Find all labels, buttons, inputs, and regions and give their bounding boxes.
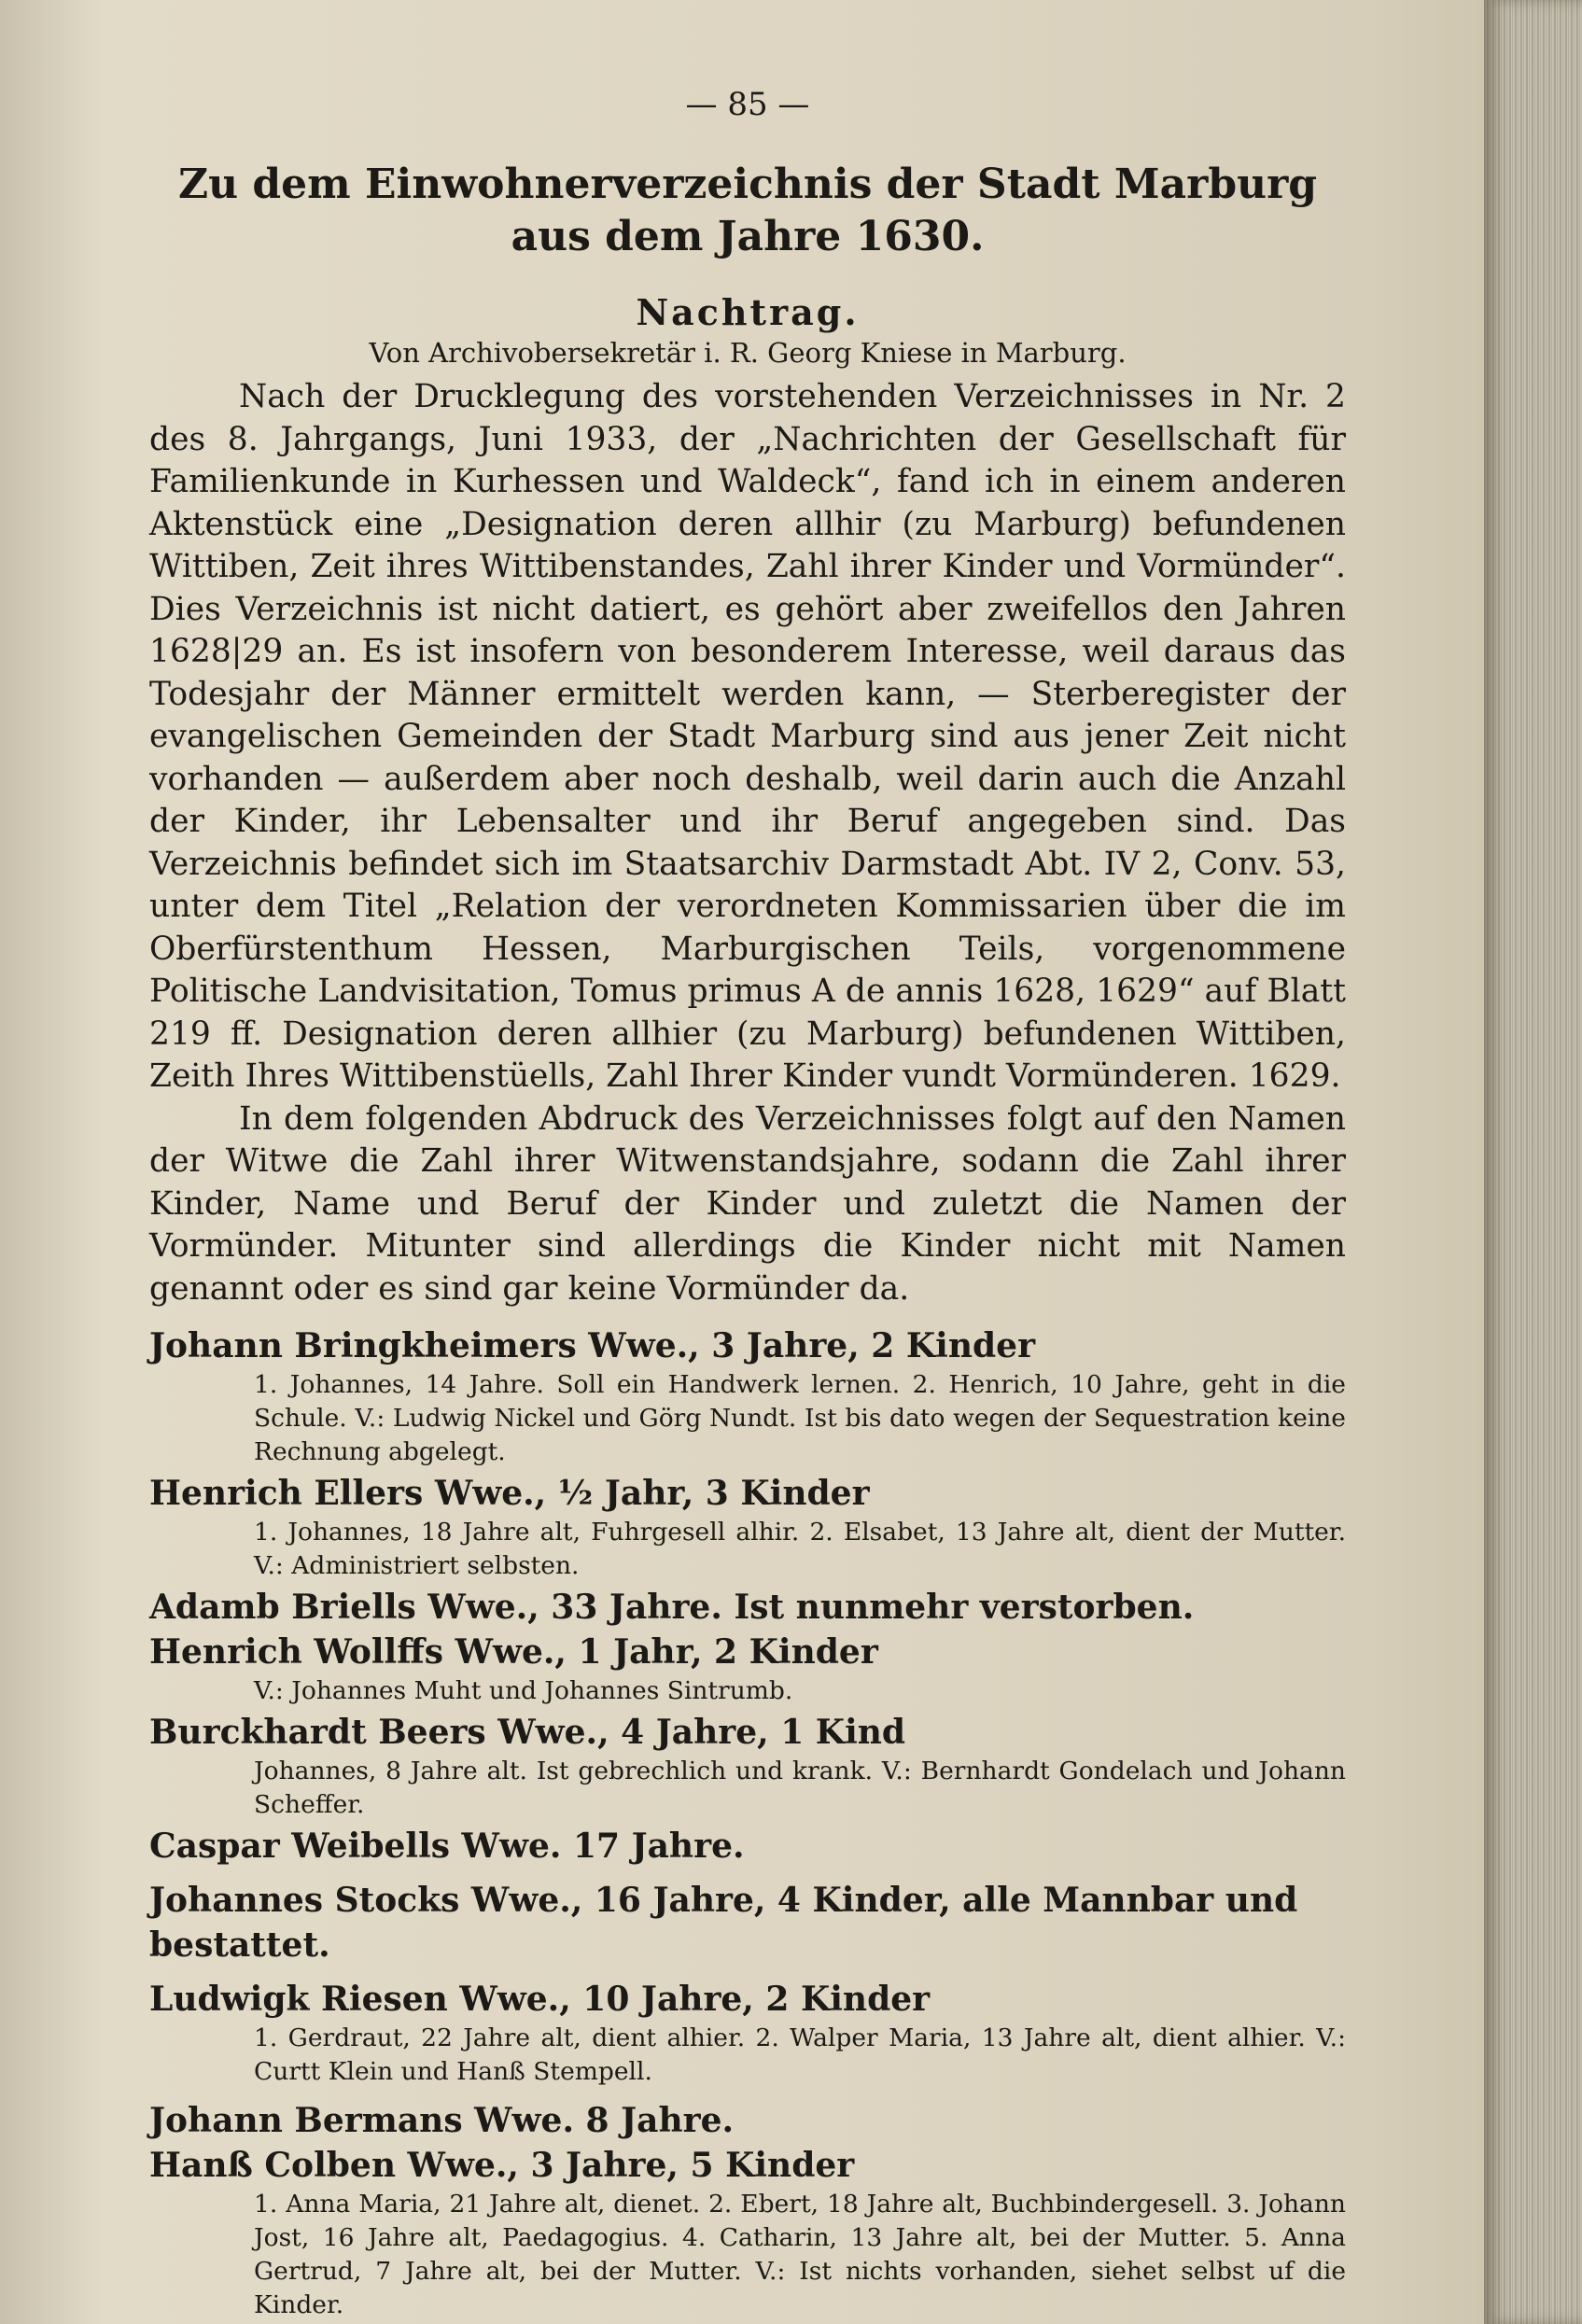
method-paragraph: In dem folgenden Abdruck des Verzeichnisses folgt auf den Namen der Witwe die Zahl ihrer Witwenstandsjahre, sodann die Zahl ihrer Kinder, Name und Beruf der Kinder und zuletzt die Namen der Vormünder. Mitunter sind allerdings die Kinder nicht mit Namen genannt oder es sind gar keine Vormünder da. — [149, 1099, 1346, 1308]
page-number: — 85 — — [685, 86, 810, 123]
article-subtitle: Nachtrag. — [636, 291, 860, 333]
entry-detail: V.: Johannes Muht und Johannes Sintrumb. — [254, 1676, 793, 1705]
page-text-block — [149, 86, 1346, 2324]
entry-heading: Ludwigk Riesen Wwe., 10 Jahre, 2 Kinder — [149, 1980, 931, 2019]
entry-heading: Henrich Wollffs Wwe., 1 Jahr, 2 Kinder — [149, 1632, 878, 1672]
list-item — [149, 1878, 1346, 1967]
intro-paragraph: Nach der Drucklegung des vorstehenden Verzeichnisses in Nr. 2 des 8. Jahrgangs, Juni 1933, der „Nachrichten der Gesellschaft für Familienkunde in Kurhessen und Waldeck“, fand ich in einem anderen Aktenstück eine „Designation deren allhir (zu Marburg) befundenen Wittiben, Zeit ihres Wittibenstandes, Zahl ihrer Kinder und Vormünder“. Dies Verzeichnis ist nicht datiert, es gehört aber zweifellos den Jahren 1628|29 an. Es ist insofern von besonderem Interesse, weil daraus das Todesjahr der Männer ermittelt werden kann, — Sterberegister der evangelischen Gemeinden der Stadt Marburg sind aus jener Zeit nicht vorhanden — außerdem aber noch deshalb, weil darin auch die Anzahl der Kinder, ihr Lebensalter und ihr Beruf angegeben sind. Das Verzeichnis befindet sich im Staatsarchiv Darmstadt Abt. IV 2, Conv. 53, unter dem Titel „Relation der verordneten Kommissarien über die im Oberfürstenthum Hessen, Marburgischen Teils, vorgenommene Politische Landvisitation, Tomus primus A de annis 1628, 1629“ auf Blatt 219 ff. Designation deren allhier (zu Marburg) befundenen Wittiben, Zeith Ihres Wittibenstüells, Zahl Ihrer Kinder vundt Vormünderen. 1629. — [149, 378, 1346, 1095]
list-item — [149, 2098, 1346, 2143]
entry-detail: 1. Anna Maria, 21 Jahre alt, dienet. 2. Ebert, 18 Jahre alt, Buchbindergesell. 3. Johann Jost, 16 Jahre alt, Paedagogius. 4. Catharin, 13 Jahre alt, bei der Mutter. 5. Anna Gertrud, 7 Jahre alt, bei der Mutter. V.: Ist nichts vorhanden, siehet selbst uf die Kinder. — [254, 2190, 1346, 2319]
article-byline: Von Archivobersekretär i. R. Georg Kniese in Marburg. — [369, 337, 1127, 369]
entry-detail: 1. Gerdraut, 22 Jahre alt, dient alhier. 2. Walper Maria, 13 Jahre alt, dient alhier. V.: Curtt Klein und Hanß Stempell. — [254, 2023, 1346, 2086]
article-title-line-2: aus dem Jahre 1630. — [511, 213, 985, 260]
list-item — [149, 2143, 1346, 2322]
entry-heading: Burckhardt Beers Wwe., 4 Jahre, 1 Kind — [149, 1713, 906, 1752]
page-gutter-shadow — [0, 0, 103, 2324]
entry-heading: Hanß Colben Wwe., 3 Jahre, 5 Kinder — [149, 2146, 855, 2185]
list-item — [149, 1585, 1346, 1630]
list-item — [149, 1471, 1346, 1583]
list-item — [149, 1710, 1346, 1822]
list-item — [149, 1824, 1346, 1869]
entry-heading: Johann Bringkheimers Wwe., 3 Jahre, 2 Kinder — [149, 1326, 1036, 1365]
entry-heading: Henrich Ellers Wwe., ½ Jahr, 3 Kinder — [149, 1474, 870, 1513]
page-stack-edge — [1484, 0, 1582, 2324]
entry-heading: Caspar Weibells Wwe. 17 Jahre. — [149, 1827, 745, 1866]
entry-heading: Adamb Briells Wwe., 33 Jahre. Ist nunmehr verstorben. — [149, 1588, 1195, 1627]
widow-entry-list — [149, 1323, 1346, 2322]
entry-detail: Johannes, 8 Jahre alt. Ist gebrechlich und krank. V.: Bernhardt Gondelach und Johann Scheffer. — [254, 1757, 1346, 1819]
list-item — [149, 1323, 1346, 1469]
entry-detail: 1. Johannes, 18 Jahre alt, Fuhrgesell alhir. 2. Elsabet, 13 Jahre alt, dient der Mutter. V.: Administriert selbsten. — [254, 1518, 1346, 1580]
list-item — [149, 1630, 1346, 1708]
entry-detail: 1. Johannes, 14 Jahre. Soll ein Handwerk lernen. 2. Henrich, 10 Jahre, geht in die Schule. V.: Ludwig Nickel und Görg Nundt. Ist bis dato wegen der Sequestration keine Rechnung abgelegt. — [254, 1370, 1346, 1466]
article-title-line-1: Zu dem Einwohnerverzeichnis der Stadt Marburg — [177, 161, 1318, 208]
list-item — [149, 1977, 1346, 2089]
entry-heading: Johannes Stocks Wwe., 16 Jahre, 4 Kinder, alle Mannbar und bestattet. — [149, 1881, 1298, 1965]
entry-heading: Johann Bermans Wwe. 8 Jahre. — [149, 2101, 735, 2140]
